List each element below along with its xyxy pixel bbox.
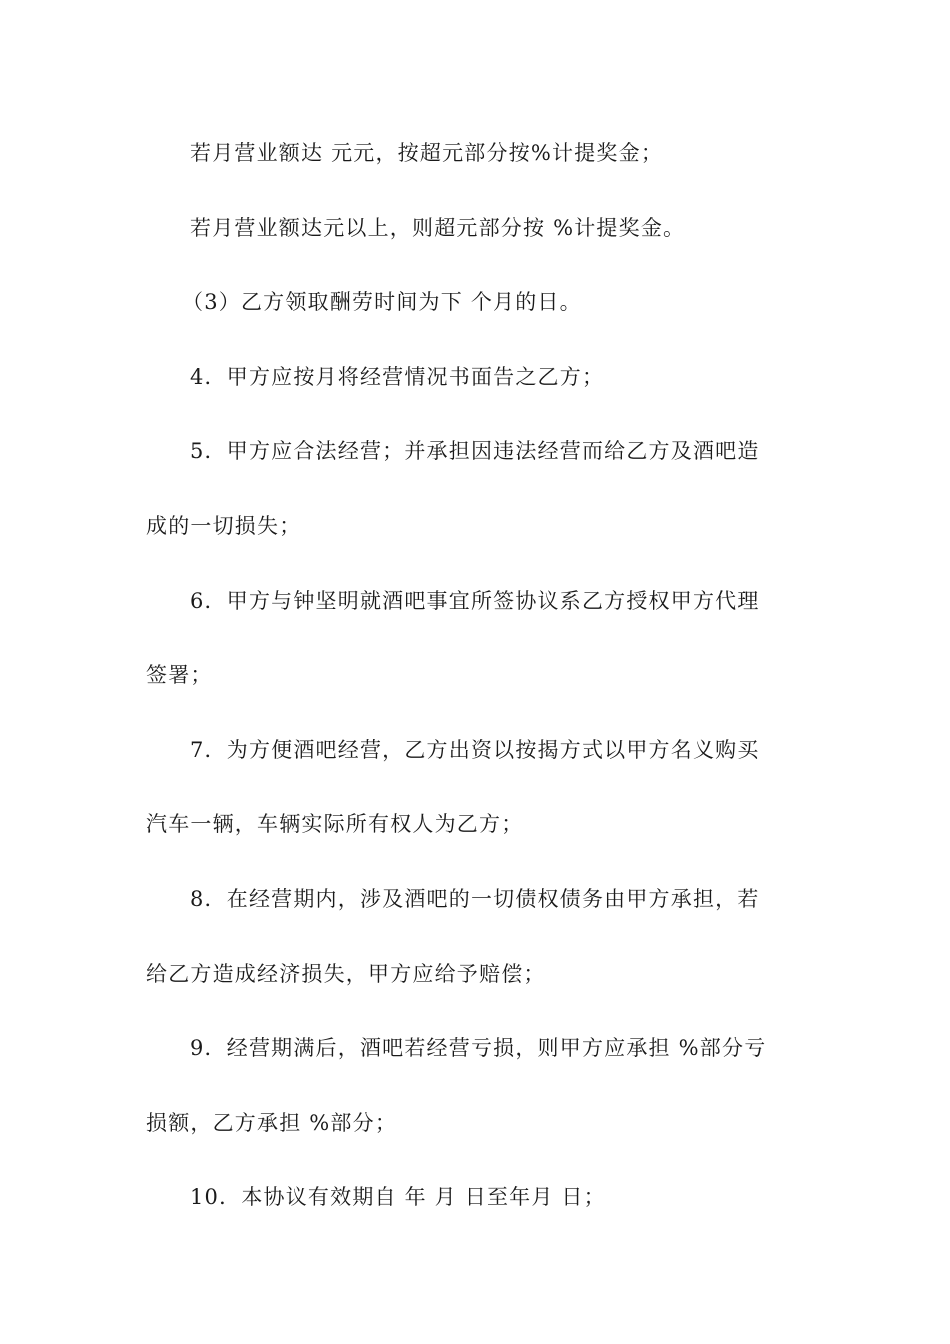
- clause-8: 8．在经营期内，涉及酒吧的一切债权债务由甲方承担，若: [190, 886, 760, 911]
- clause-7-continued: 汽车一辆，车辆实际所有权人为乙方；: [146, 812, 524, 837]
- clause-5-continued: 成的一切损失；: [146, 513, 302, 538]
- clause-6-continued: 签署；: [146, 663, 213, 688]
- clause-8-continued: 给乙方造成经济损失，甲方应给予赔偿；: [146, 961, 546, 986]
- paragraph-line: 若月营业额达元以上，则超元部分按 %计提奖金。: [190, 215, 686, 240]
- paragraph-line: （3）乙方领取酬劳时间为下 个月的日。: [182, 290, 582, 315]
- clause-6: 6．甲方与钟坚明就酒吧事宜所签协议系乙方授权甲方代理: [190, 588, 760, 613]
- document-body: [146, 128, 806, 1247]
- clause-9-continued: 损额，乙方承担 %部分；: [146, 1110, 398, 1135]
- clause-5: 5．甲方应合法经营；并承担因违法经营而给乙方及酒吧造: [190, 439, 760, 464]
- clause-10: 10．本协议有效期自 年 月 日至年月 日；: [190, 1185, 606, 1210]
- clause-4: 4．甲方应按月将经营情况书面告之乙方；: [190, 364, 605, 389]
- paragraph-line: 若月营业额达 元元，按超元部分按%计提奖金；: [190, 141, 664, 165]
- clause-9: 9．经营期满后，酒吧若经营亏损，则甲方应承担 %部分亏: [190, 1036, 767, 1061]
- clause-7: 7．为方便酒吧经营，乙方出资以按揭方式以甲方名义购买: [190, 737, 760, 762]
